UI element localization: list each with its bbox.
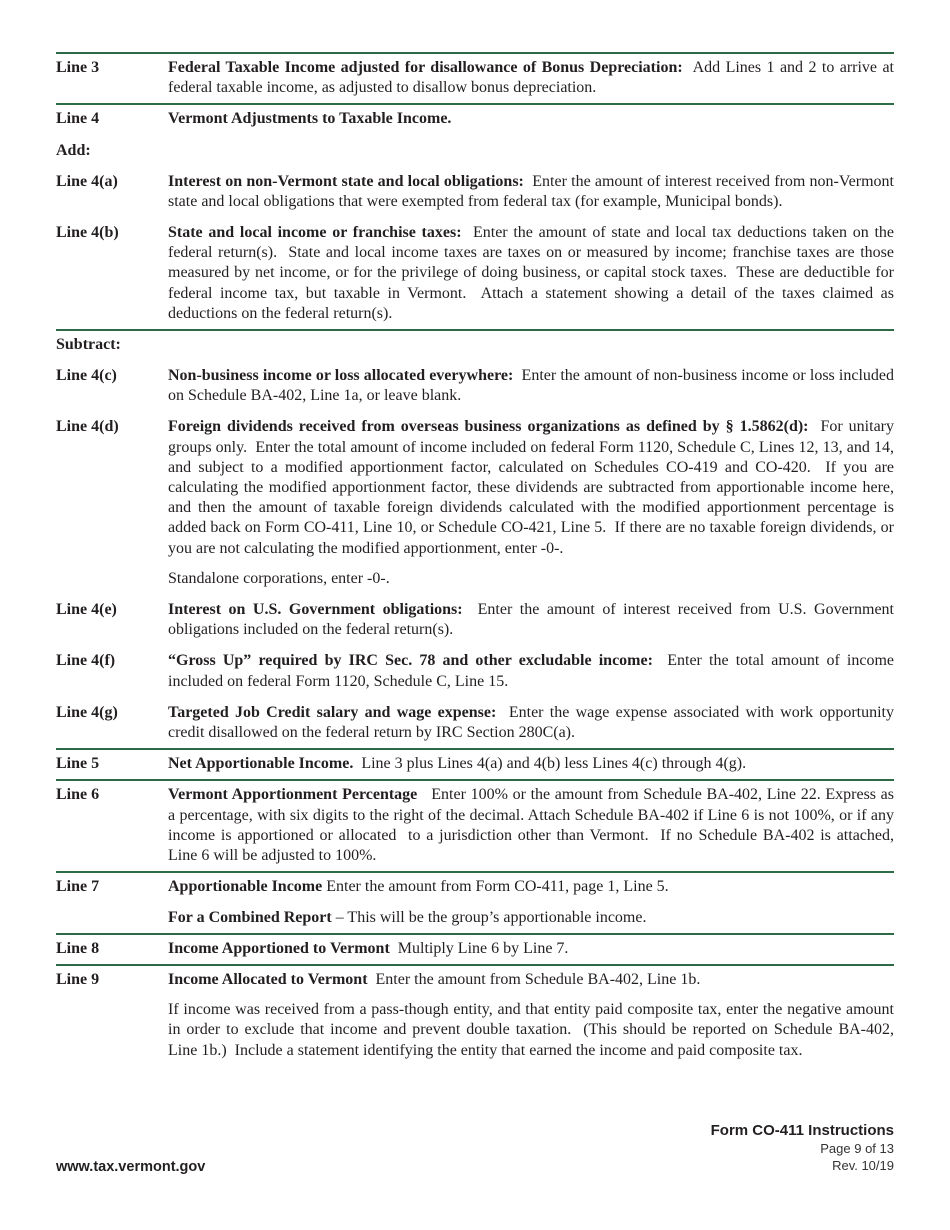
description-text: Enter the total amount of income included on federal Form 1120, Schedule C, Line 15. bbox=[168, 652, 899, 690]
description-paragraph bbox=[168, 1000, 898, 1061]
instruction-row bbox=[56, 871, 894, 932]
description-paragraph bbox=[168, 417, 898, 558]
line-label: Line 4(g) bbox=[56, 703, 118, 721]
description-text: Enter the amount of interest received from U.S. Government obligations included on the federal return(s). bbox=[168, 601, 899, 639]
description-text: Enter 100% or the amount from Schedule BA-402, Line 22. Express as a percentage, with six digits to the right of the decimal. Attach Schedule BA-402 if Line 6 is not 100%, or if any income is apportioned or allocated to a jurisdiction other than Vermont. If no Schedule BA-402 is attached, Line 6 will be adjusted to 100%. bbox=[168, 786, 899, 865]
description-paragraph bbox=[168, 172, 898, 212]
description-text: Enter the amount of interest received from non-Vermont state and local obligations that were exempted from federal tax (for example, Municipal bonds). bbox=[168, 172, 898, 210]
instruction-row bbox=[56, 697, 899, 748]
description-heading: Net Apportionable Income. bbox=[168, 755, 354, 773]
description-paragraph bbox=[168, 366, 898, 406]
line-label: Line 5 bbox=[56, 755, 100, 773]
instruction-row bbox=[56, 411, 898, 594]
line-label: Line 8 bbox=[56, 939, 100, 957]
line-description bbox=[168, 172, 898, 212]
description-paragraph bbox=[168, 877, 894, 897]
description-text: If income was received from a pass-though entity, and that entity paid composite tax, enter the negative amount in order to exclude that income and prevent double taxation. (This should be reported on Schedule BA-402, Line 1b.) Include a statement identifying the entity that earned the income and paid composite tax. bbox=[168, 1001, 898, 1059]
description-text: Line 3 plus Lines 4(a) and 4(b) less Lines 4(c) through 4(g). bbox=[353, 755, 747, 773]
description-paragraph bbox=[168, 58, 898, 98]
description-text: – This will be the group’s apportionable income. bbox=[331, 908, 647, 926]
line-description bbox=[168, 651, 899, 691]
line-description bbox=[168, 785, 899, 866]
description-heading: Interest on U.S. Government obligations: bbox=[168, 601, 463, 619]
description-heading: Foreign dividends received from overseas business organizations as defined by § 1.5862(d): bbox=[168, 418, 809, 436]
description-heading: Federal Taxable Income adjusted for disallowance of Bonus Depreciation: bbox=[168, 59, 683, 76]
page-footer bbox=[711, 1121, 894, 1174]
description-text: Enter the wage expense associated with work opportunity credit disallowed on the federal return by IRC Section 280C(a). bbox=[168, 703, 899, 742]
description-heading: “Gross Up” required by IRC Sec. 78 and other excludable income: bbox=[168, 652, 653, 670]
instruction-row bbox=[56, 360, 898, 411]
instruction-rows bbox=[56, 52, 899, 1066]
description-heading: Non-business income or loss allocated everywhere: bbox=[168, 367, 514, 385]
description-paragraph bbox=[168, 754, 894, 774]
description-paragraph bbox=[168, 939, 894, 959]
line-description bbox=[168, 877, 894, 927]
form-title: Form CO-411 Instructions bbox=[710, 1122, 894, 1139]
line-label: Line 4(d) bbox=[56, 418, 119, 436]
description-paragraph bbox=[168, 109, 894, 129]
instruction-row bbox=[56, 166, 898, 217]
description-paragraph bbox=[168, 651, 899, 691]
revision-date: Rev. 10/19 bbox=[832, 1158, 894, 1173]
line-description bbox=[168, 223, 899, 324]
line-label: Add: bbox=[56, 141, 91, 159]
instruction-row bbox=[56, 779, 899, 871]
line-label: Line 4(f) bbox=[56, 652, 116, 670]
description-heading: Interest on non-Vermont state and local obligations: bbox=[168, 172, 524, 190]
instruction-row bbox=[56, 964, 898, 1066]
instruction-row bbox=[56, 217, 899, 329]
description-heading: Income Allocated to Vermont bbox=[168, 970, 368, 988]
description-heading: For a Combined Report bbox=[168, 908, 332, 926]
instruction-row bbox=[56, 645, 899, 696]
instruction-row bbox=[56, 103, 894, 134]
line-label: Line 4(a) bbox=[56, 172, 118, 190]
line-label: Line 7 bbox=[56, 878, 100, 896]
description-heading: Vermont Adjustments to Taxable Income. bbox=[168, 110, 452, 128]
instruction-row bbox=[56, 594, 899, 645]
line-description bbox=[168, 335, 894, 355]
line-description bbox=[168, 58, 898, 98]
description-text: Enter the amount of state and local tax deductions taken on the federal return(s). State and local income taxes are taxes on or measured by income; franchise taxes are those measured by net income, or for the privilege of doing business, or capital stock taxes. These are deductible for federal income tax, but taxable in Vermont. Attach a statement showing a detail of the taxes claimed as deductions on the federal return(s). bbox=[168, 224, 899, 322]
line-description bbox=[168, 141, 894, 161]
description-paragraph bbox=[168, 223, 899, 324]
description-heading: Vermont Apportionment Percentage bbox=[168, 786, 418, 804]
line-description bbox=[168, 703, 899, 743]
description-text: Multiply Line 6 by Line 7. bbox=[389, 939, 569, 957]
line-description bbox=[168, 970, 898, 1061]
description-heading: Apportionable Income bbox=[168, 878, 323, 896]
line-label: Line 4(e) bbox=[56, 601, 117, 619]
description-paragraph bbox=[168, 569, 894, 589]
description-text: For unitary groups only. Enter the total amount of income included on federal Form 1120, Schedule C, Lines 12, 13, and 14, and subject to a modified apportionment factor, calculated on Schedules CO-419 and CO-420. If you are calculating the modified apportionment factor, these dividends are subtracted from apportionable income here, and then the amount of taxable foreign dividends calculated with the modified apportionment percentage is added back on Form CO-411, Line 10, or Schedule CO-421, Line 5. If there are no taxable foreign dividends, or you are not calculating the modified apportionment, enter -0-. bbox=[168, 418, 898, 557]
instruction-row bbox=[56, 748, 894, 779]
line-description bbox=[168, 754, 894, 774]
line-label: Line 3 bbox=[56, 59, 100, 76]
line-label: Line 4 bbox=[56, 110, 100, 128]
description-text: Add Lines 1 and 2 to arrive at federal taxable income, as adjusted to disallow bonus depreciation. bbox=[168, 59, 898, 97]
description-text: Enter the amount from Schedule BA-402, Line 1b. bbox=[367, 970, 701, 988]
line-description bbox=[168, 109, 894, 129]
instruction-row bbox=[56, 933, 894, 964]
line-description bbox=[168, 366, 898, 406]
description-paragraph bbox=[168, 785, 899, 866]
instruction-row bbox=[56, 135, 894, 166]
description-heading: State and local income or franchise taxes: bbox=[168, 224, 462, 242]
line-label: Line 9 bbox=[56, 970, 100, 988]
description-paragraph bbox=[168, 703, 899, 743]
description-heading: Targeted Job Credit salary and wage expense: bbox=[168, 703, 497, 721]
line-label: Subtract: bbox=[56, 336, 121, 354]
website-link[interactable]: www.tax.vermont.gov bbox=[56, 1159, 206, 1175]
description-paragraph bbox=[168, 970, 894, 990]
description-text: Enter the amount of non-business income or loss included on Schedule BA-402, Line 1a, or leave blank. bbox=[168, 367, 898, 405]
description-text: Standalone corporations, enter -0-. bbox=[168, 569, 390, 587]
page-number: Page 9 of 13 bbox=[820, 1141, 894, 1156]
line-label: Line 4(c) bbox=[56, 367, 117, 385]
instruction-row bbox=[56, 329, 894, 360]
line-label: Line 6 bbox=[56, 786, 100, 804]
line-description bbox=[168, 600, 899, 640]
description-paragraph bbox=[168, 908, 894, 928]
line-description bbox=[168, 939, 894, 959]
instruction-row bbox=[56, 52, 898, 103]
line-description bbox=[168, 417, 898, 589]
description-text: Enter the amount from Form CO-411, page 1, Line 5. bbox=[322, 878, 669, 896]
line-label: Line 4(b) bbox=[56, 224, 119, 242]
description-heading: Income Apportioned to Vermont bbox=[168, 939, 390, 957]
description-paragraph bbox=[168, 600, 899, 640]
